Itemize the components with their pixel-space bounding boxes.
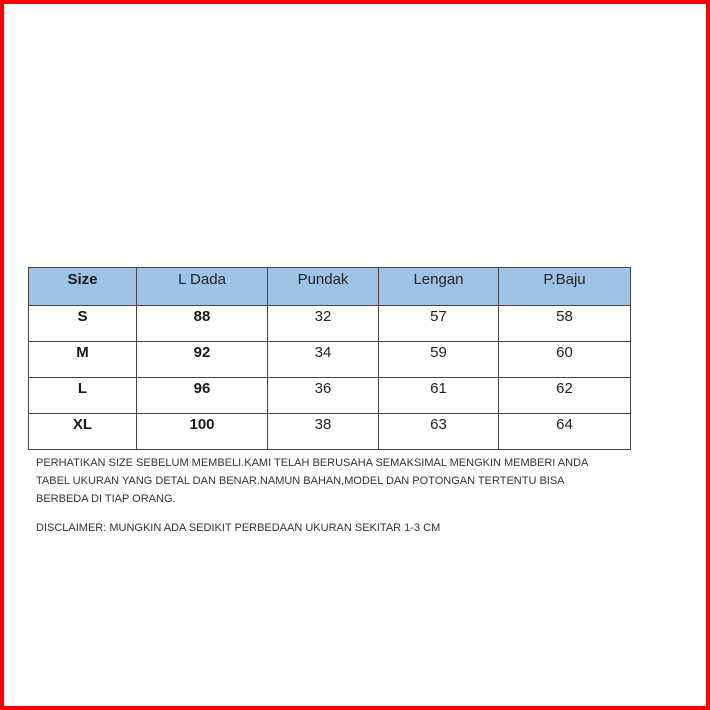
cell-lengan: 59 [379, 342, 499, 378]
table-row [29, 342, 631, 378]
size-notice-line-2: TABEL UKURAN YANG DETAL DAN BENAR.NAMUN BAHAN,MODEL DAN POTONGAN TERTENTU BISA [36, 475, 565, 487]
cell-pundak: 36 [268, 378, 379, 414]
header-l-dada: L Dada [137, 268, 268, 306]
cell-l-dada: 92 [137, 342, 268, 378]
cell-l-dada: 88 [137, 306, 268, 342]
cell-pundak: 38 [268, 414, 379, 450]
table-row [29, 378, 631, 414]
cell-p-baju: 64 [499, 414, 631, 450]
cell-pundak: 34 [268, 342, 379, 378]
header-p-baju: P.Baju [499, 268, 631, 306]
cell-lengan: 61 [379, 378, 499, 414]
size-notice-line-1: PERHATIKAN SIZE SEBELUM MEMBELI.KAMI TELAH BERUSAHA SEMAKSIMAL MENGKIN MEMBERI ANDA [36, 457, 589, 469]
cell-size: M [29, 342, 137, 378]
cell-p-baju: 62 [499, 378, 631, 414]
cell-size: L [29, 378, 137, 414]
header-size: Size [29, 268, 137, 306]
disclaimer-text: DISCLAIMER: MUNGKIN ADA SEDIKIT PERBEDAAN UKURAN SEKITAR 1-3 CM [36, 522, 441, 534]
size-notice-line-3: BERBEDA DI TIAP ORANG. [36, 493, 176, 505]
size-notice [36, 454, 676, 508]
table-row [29, 306, 631, 342]
cell-pundak: 32 [268, 306, 379, 342]
cell-p-baju: 58 [499, 306, 631, 342]
cell-l-dada: 96 [137, 378, 268, 414]
size-chart-table [28, 267, 631, 450]
cell-lengan: 57 [379, 306, 499, 342]
cell-size: XL [29, 414, 137, 450]
header-lengan: Lengan [379, 268, 499, 306]
table-header-row [29, 268, 631, 306]
cell-l-dada: 100 [137, 414, 268, 450]
cell-p-baju: 60 [499, 342, 631, 378]
table-row [29, 414, 631, 450]
cell-lengan: 63 [379, 414, 499, 450]
cell-size: S [29, 306, 137, 342]
header-pundak: Pundak [268, 268, 379, 306]
